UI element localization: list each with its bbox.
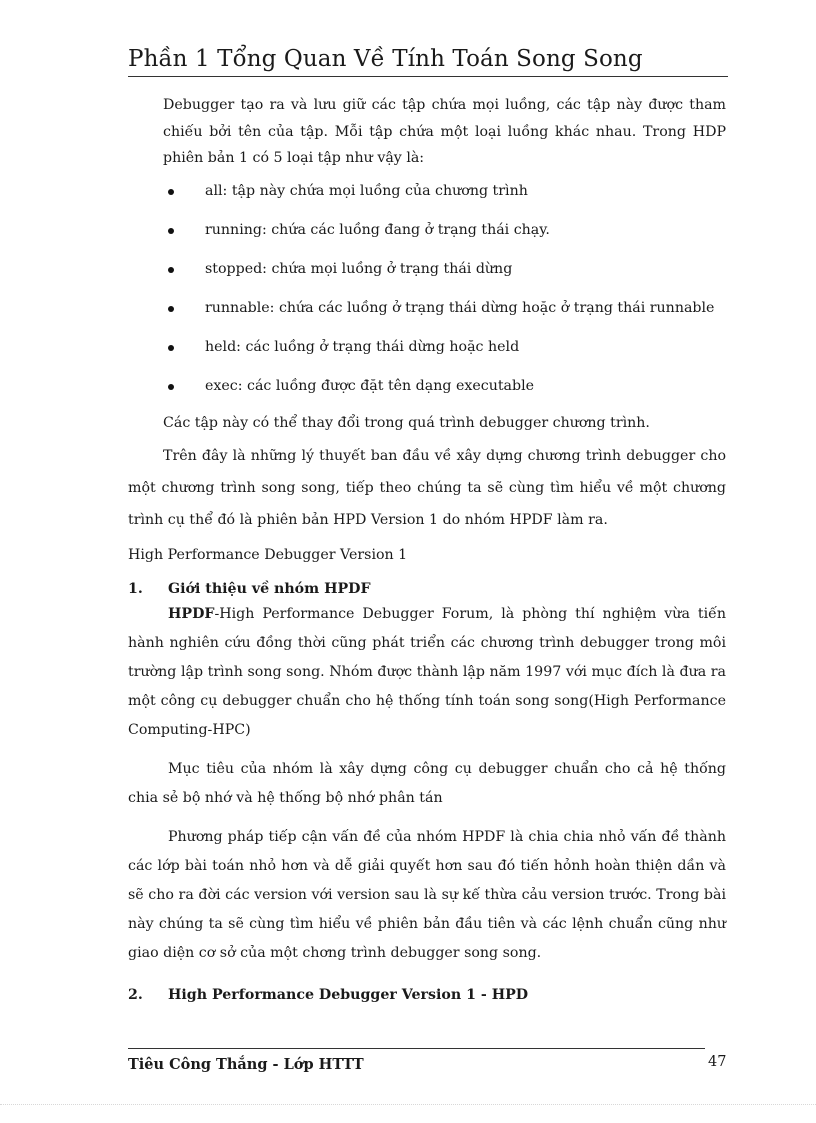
- hpdf-text: -High Performance Debugger Forum, là phòng thí nghiệm vừa tiến hành nghiên cứu đồng thời cũng phát triển các chương trình debugger trong môi trường lập trình song song. Nhóm được thành lập năm 1997 với mục đích là đưa ra một công cụ debugger chuẩn cho hệ thống tính toán song song(High Performance Computing-HPC): [128, 605, 726, 738]
- section-2-heading: [128, 984, 726, 1006]
- thread-set-list: [128, 178, 726, 412]
- section-title: Giới thiệu về nhóm HPDF: [168, 580, 371, 597]
- footer-rule: [128, 1048, 705, 1049]
- list-item-text: all: tập này chứa mọi luồng của chương trình: [205, 182, 528, 199]
- section-number: 1.: [128, 580, 143, 597]
- hpdf-lead: HPDF: [168, 605, 215, 622]
- list-item-text: running: chứa các luồng đang ở trạng thái chạy.: [205, 221, 550, 238]
- list-item: [128, 295, 726, 334]
- bullet-icon: [168, 189, 174, 195]
- list-item: [128, 256, 726, 295]
- list-item-text: stopped: chứa mọi luồng ở trạng thái dừng: [205, 260, 513, 277]
- section-number: 2.: [128, 986, 143, 1003]
- list-item: [128, 334, 726, 373]
- method-paragraph: Phương pháp tiếp cận vấn đề của nhóm HPDF là chia chia nhỏ vấn đề thành các lớp bài toán nhỏ hơn và dễ giải quyết hơn sau đó tiến hỏnh hoàn thiện dần và sẽ cho ra đời các version với version sau là sự kế thừa cảu version trước. Trong bài này chúng ta sẽ cùng tìm hiểu về phiên bản đầu tiên và các lệnh chuẩn cũng như giao diện cơ sở của một chơng trình debugger song song.: [128, 828, 726, 961]
- list-item-text: runnable: chứa các luồng ở trạng thái dừng hoặc ở trạng thái runnable: [205, 299, 715, 316]
- page-number: 47: [708, 1054, 727, 1070]
- footer-author: Tiêu Công Thắng - Lớp HTTT: [128, 1056, 364, 1073]
- list-item: [128, 217, 726, 256]
- bullet-icon: [168, 228, 174, 234]
- section-title: High Performance Debugger Version 1 - HPD: [168, 986, 529, 1003]
- hpdf-paragraph: [128, 600, 726, 745]
- goal-paragraph: Mục tiêu của nhóm là xây dựng công cụ debugger chuẩn cho cả hệ thống chia sẻ bộ nhớ và hệ thống bộ nhớ phân tán: [128, 760, 726, 806]
- page-edge-divider: [0, 1104, 816, 1105]
- intro-paragraph: Debugger tạo ra và lưu giữ các tập chứa mọi luồng, các tập này được tham chiếu bởi tên của tập. Mỗi tập chứa một loại luồng khác nhau. Trong HDP phiên bản 1 có 5 loại tập như vậy là:: [163, 97, 726, 166]
- list-item-text: exec: các luồng được đặt tên dạng executable: [205, 377, 535, 394]
- bullet-icon: [168, 306, 174, 312]
- plain-title: High Performance Debugger Version 1: [128, 546, 408, 563]
- page-header-title: Phần 1 Tổng Quan Về Tính Toán Song Song: [128, 46, 643, 72]
- list-item: [128, 178, 726, 217]
- list-item-text: held: các luồng ở trạng thái dừng hoặc held: [205, 338, 520, 355]
- bullet-icon: [168, 345, 174, 351]
- document-body: [128, 92, 726, 1006]
- bullet-icon: [168, 267, 174, 273]
- summary-paragraph: Trên đây là những lý thuyết ban đầu về xây dựng chương trình debugger cho một chương trình song song, tiếp theo chúng ta sẽ cùng tìm hiểu về một chương trình cụ thể đó là phiên bản HPD Version 1 do nhóm HPDF làm ra.: [128, 447, 726, 528]
- list-item: [128, 373, 726, 412]
- header-rule: [128, 76, 728, 77]
- note-paragraph: Các tập này có thể thay đổi trong quá trình debugger chương trình.: [163, 414, 650, 431]
- bullet-icon: [168, 384, 174, 390]
- section-1-heading: [128, 578, 726, 600]
